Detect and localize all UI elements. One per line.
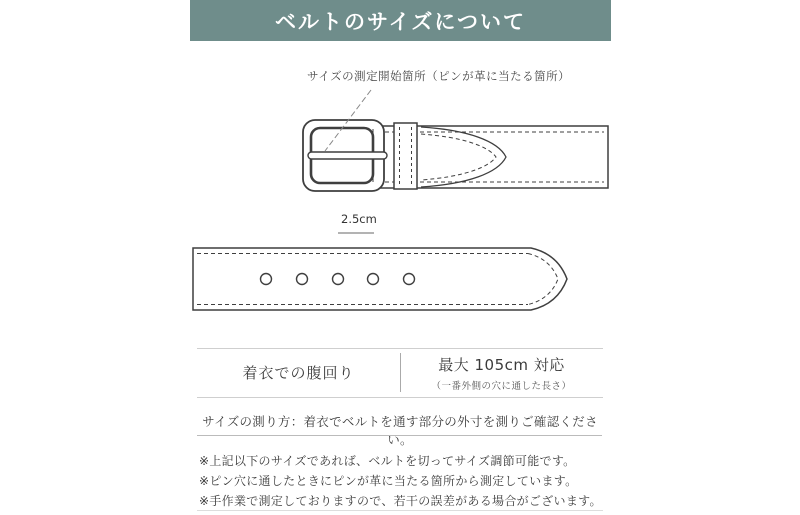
bottom-divider-line (197, 510, 603, 511)
belt-tip-drawing (193, 248, 567, 310)
measure-divider-line (197, 435, 602, 436)
belt-tip-outline (421, 127, 506, 187)
tip-stitch-curve (528, 254, 558, 305)
belt-keeper (394, 123, 417, 189)
max-size-value: 最大 105cm 対応 (438, 355, 565, 374)
hole-spacing-label: 2.5cm (341, 212, 377, 226)
page-title: ベルトのサイズについて (275, 9, 526, 34)
buckle-pin (308, 152, 387, 159)
footnote: ※手作業で測定しておりますので、若干の誤差がある場合がございます。 (199, 494, 602, 508)
measurement-start-annotation: サイズの測定開始箇所（ピンが革に当たる箇所） (307, 69, 571, 83)
belt-buckle-drawing (303, 90, 608, 191)
buckle-inner-frame (311, 128, 373, 183)
table-cell-max-size (400, 348, 603, 397)
belt-hole (368, 274, 379, 285)
belt-hole (333, 274, 344, 285)
belt-hole (297, 274, 308, 285)
table-bottom-border (197, 397, 603, 398)
footnote: ※上記以下のサイズであれば、ベルトを切ってサイズ調節可能です。 (199, 454, 576, 468)
max-size-note: （一番外側の穴に通した長さ） (431, 380, 572, 392)
footnote: ※ピン穴に通したときにピンが革に当たる箇所から測定しています。 (199, 474, 578, 488)
measure-instruction: サイズの測り方：着衣でベルトを通す部分の外寸を測りご確認ください。 (202, 414, 598, 447)
table-cell-waist-label: 着衣での腹回り (242, 364, 355, 382)
title-band (190, 0, 611, 41)
belt-hole (404, 274, 415, 285)
belt-strap (374, 126, 608, 188)
belt-tip-stitch (421, 134, 496, 180)
belt-hole (261, 274, 272, 285)
buckle-outer-frame (303, 120, 384, 191)
annotation-leader-line (325, 90, 371, 151)
belt-outline (193, 248, 567, 310)
